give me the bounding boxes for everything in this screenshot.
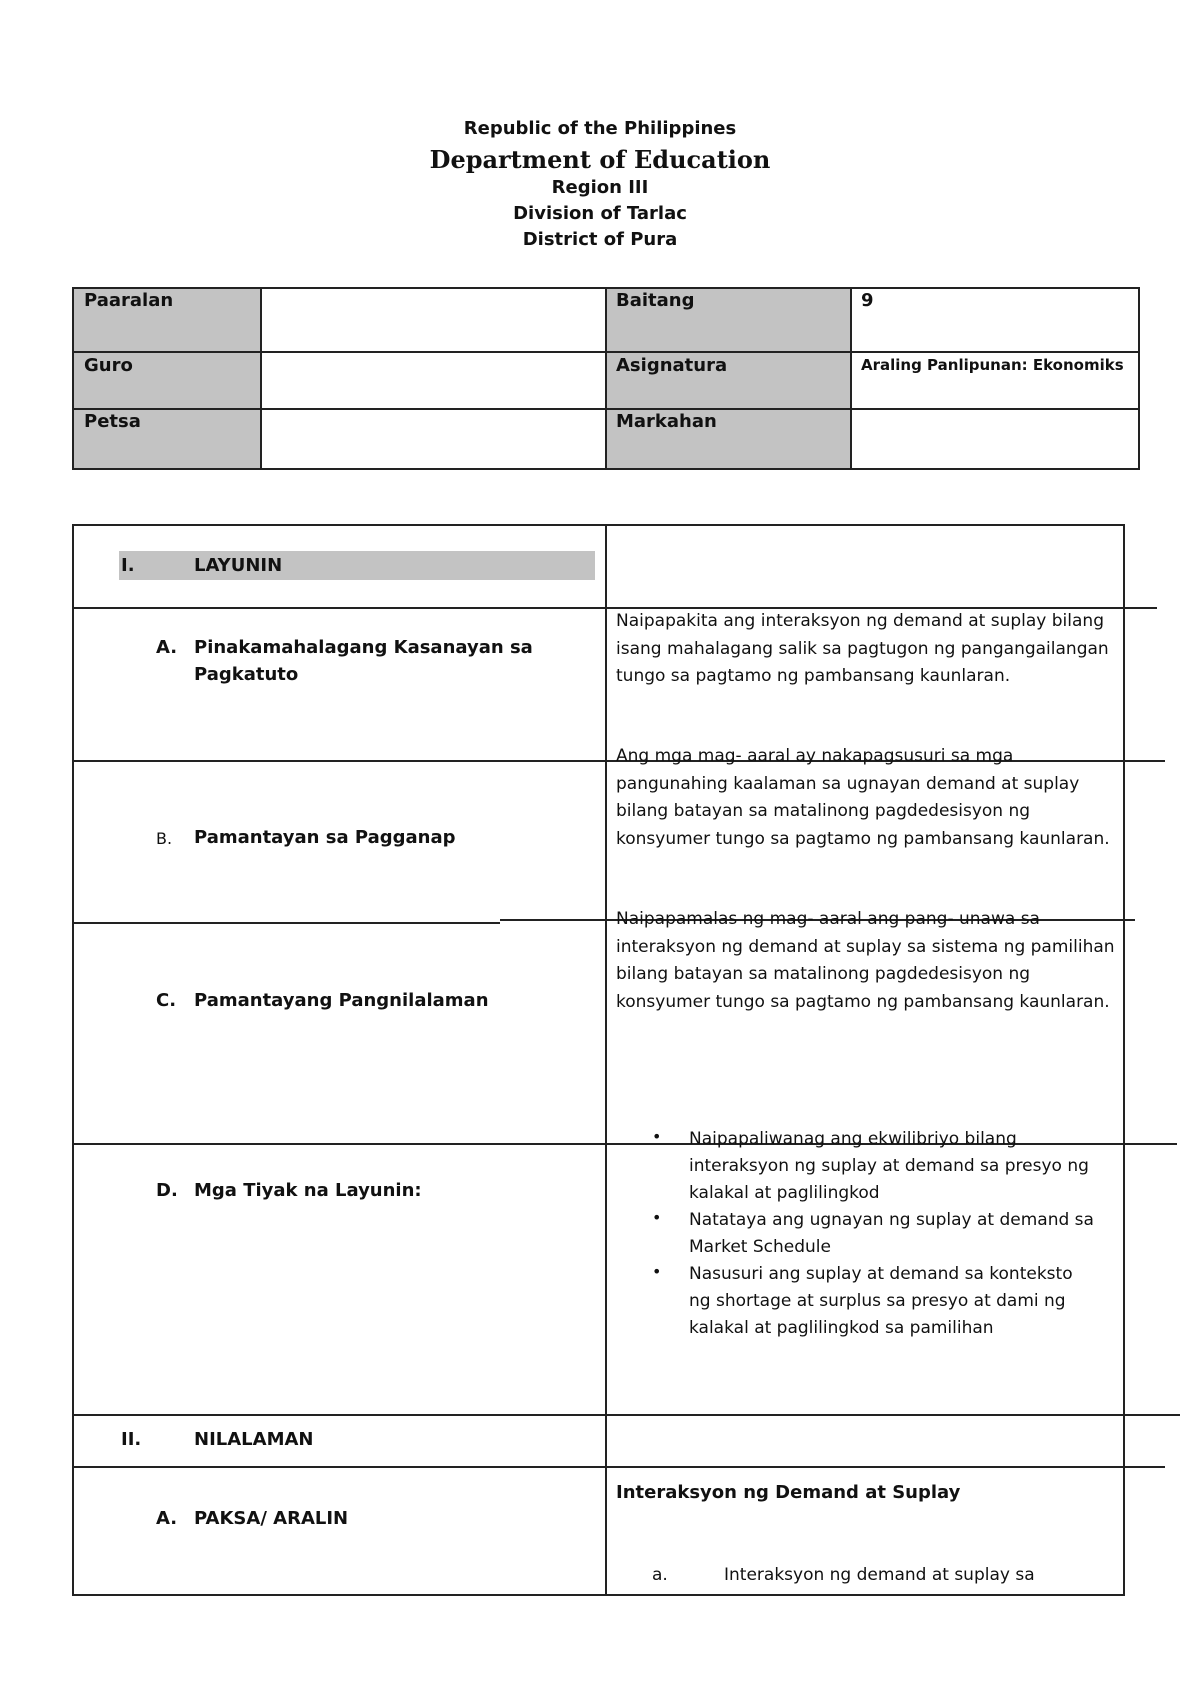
row-d-title: Mga Tiyak na Layunin: <box>194 1180 422 1201</box>
divider <box>72 922 500 924</box>
row-c-title: Pamantayang Pangnilalaman <box>194 990 489 1011</box>
section1-title: LAYUNIN <box>194 555 283 576</box>
paaralan-label: Paaralan <box>84 290 174 311</box>
divider <box>72 287 74 470</box>
divider <box>1123 524 1125 1596</box>
info-label-column-bg <box>73 289 261 469</box>
row-a-title-line1: Pinakamahalagang Kasanayan sa <box>194 637 533 658</box>
section1-number: I. <box>121 555 135 576</box>
d-bullet-2-line2: Market Schedule <box>689 1237 831 1257</box>
d-bullet-2-line1: Natataya ang ugnayan ng suplay at demand sa <box>689 1210 1094 1230</box>
sub-a-letter: a. <box>652 1565 668 1585</box>
header-division: Division of Tarlac <box>513 203 687 224</box>
baitang-label: Baitang <box>616 290 695 311</box>
bullet-icon: • <box>652 1208 662 1227</box>
row-a-text: Naipapakita ang interaksyon ng demand at suplay bilang isang mahalagang salik sa pagtugon ng pangangailangan tungo sa pagtamo ng pambansang kaunlaran. <box>616 611 1109 686</box>
row-b-letter: B. <box>156 829 173 848</box>
paksa-title: PAKSA/ ARALIN <box>194 1508 349 1529</box>
guro-label: Guro <box>84 355 133 376</box>
divider <box>72 1594 1125 1596</box>
divider <box>72 524 1125 526</box>
asignatura-label: Asignatura <box>616 355 728 376</box>
d-bullet-3-line2: ng shortage at surplus sa presyo at dami ng <box>689 1291 1066 1311</box>
header-district: District of Pura <box>522 229 678 250</box>
section2-title: NILALAMAN <box>194 1429 314 1450</box>
row-b-title: Pamantayan sa Pagganap <box>194 827 456 848</box>
divider <box>72 1466 1165 1468</box>
paksa-text: Interaksyon ng Demand at Suplay <box>616 1482 961 1503</box>
d-bullet-1-line3: kalakal at paglilingkod <box>689 1183 880 1203</box>
petsa-label: Petsa <box>84 411 141 432</box>
paksa-letter: A. <box>156 1508 178 1529</box>
markahan-label: Markahan <box>616 411 717 432</box>
header-department: Department of Education <box>429 145 771 174</box>
header-republic: Republic of the Philippines <box>463 118 737 139</box>
header-region: Region III <box>551 177 649 198</box>
divider <box>1138 287 1140 470</box>
divider <box>72 524 74 1596</box>
d-bullet-3-line1: Nasusuri ang suplay at demand sa konteksto <box>689 1264 1073 1284</box>
section-heading-bg <box>119 551 595 580</box>
d-bullet-3-line3: kalakal at paglilingkod sa pamilihan <box>689 1318 994 1338</box>
row-c-text: Naipapamalas ng mag- aaral ang pang- unawa sa interaksyon ng demand at suplay sa sistema ng pamilihan bilang batayan sa matalinong pagdedesisyon ng konsyumer tungo sa pagtamo ng pambansang kaunlaran. <box>616 909 1115 1012</box>
row-c-letter: C. <box>156 990 177 1011</box>
row-d-letter: D. <box>156 1180 178 1201</box>
divider <box>260 287 262 470</box>
section2-number: II. <box>121 1429 142 1450</box>
divider <box>72 1414 1180 1416</box>
baitang-value: 9 <box>861 290 874 311</box>
row-a-title-line2: Pagkatuto <box>194 664 299 685</box>
row-b-text: Ang mga mag- aaral ay nakapagsusuri sa mga pangunahing kaalaman sa ugnayan demand at suplay bilang batayan sa matalinong pagdedesisyon ng konsyumer tungo sa pagtamo ng pambansang kaunlaran. <box>616 746 1110 849</box>
d-bullet-1-line2: interaksyon ng suplay at demand sa presyo ng <box>689 1156 1089 1176</box>
info-label-column-bg <box>606 289 851 469</box>
bullet-icon: • <box>652 1262 662 1281</box>
divider <box>850 287 852 470</box>
divider <box>605 524 607 1596</box>
bullet-icon: • <box>652 1127 662 1146</box>
row-a-letter: A. <box>156 637 178 658</box>
divider <box>605 287 607 470</box>
d-bullet-1-line1: Naipapaliwanag ang ekwilibriyo bilang <box>689 1129 1017 1149</box>
sub-a-text: Interaksyon ng demand at suplay sa <box>724 1565 1035 1585</box>
asignatura-value: Araling Panlipunan: Ekonomiks <box>861 356 1124 374</box>
